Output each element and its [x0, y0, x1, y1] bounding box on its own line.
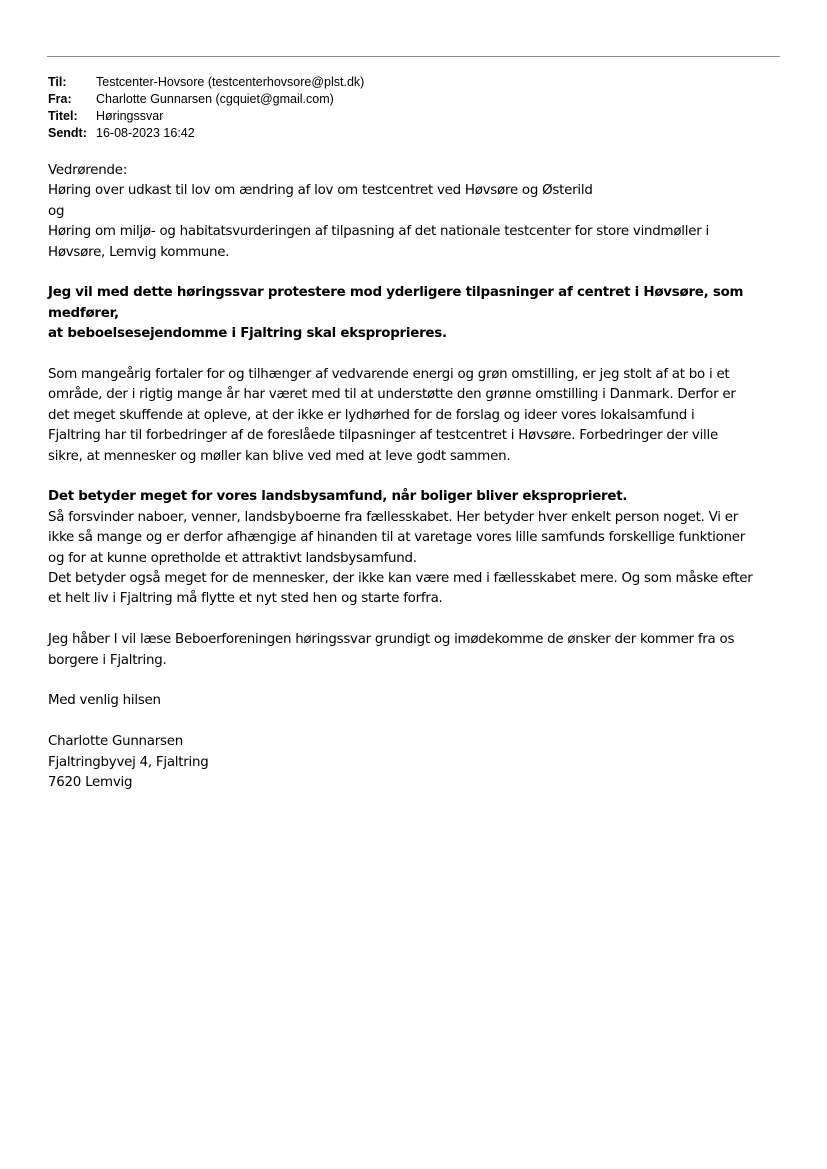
subject-row	[48, 108, 364, 125]
paragraph-community: Så forsvinder naboer, venner, landsbyboerne fra fællesskabet. Her betyder hver enkelt person noget. Vi er ikke så mange og er derfor afhængige af hinanden til at varetage vores lille samfunds forskellige funktioner og for at kunne opretholde et attraktivt landsbysamfund. Det betyder også meget for de mennesker, der ikke kan være med i fællesskabet mere. Og som måske efter et helt liv i Fjaltring må flytte et nyt sted hen og starte forfra.	[48, 509, 753, 607]
spacer	[48, 467, 788, 487]
protest-statement: Jeg vil med dette høringssvar protestere mod yderligere tilpasninger af centret i Høvsøre, som medfører, at beboelsesejendomme i Fjaltring skal eksproprieres.	[48, 285, 744, 342]
sent-row	[48, 125, 364, 142]
spacer	[48, 610, 788, 630]
regarding-block: Vedrørende: Høring over udkast til lov om ændring af lov om testcentret ved Høvsøre og Østerild og Høring om miljø- og habitatsvurderingen af tilpasning af det nationale testcenter for store vindmøller i Høvsøre, Lemvig kommune.	[48, 163, 709, 260]
to-label: Til:	[48, 75, 67, 89]
spacer	[48, 345, 788, 365]
sent-label: Sendt:	[48, 126, 87, 140]
spacer	[48, 671, 788, 691]
paragraph-support: Som mangeårig fortaler for og tilhænger af vedvarende energi og grøn omstilling, er jeg stolt af at bo i et område, der i rigtig mange år har været med til at understøtte den grønne omstilling i Danmark. Derfor er det meget skuffende at opleve, at der ikke er lydhørhed for de forslag og ideer vores lokalsamfund i Fjaltring har til forbedringer af de foreslåede tilpasninger af testcentret i Høvsøre. Forbedringer der ville sikre, at mennesker og møller kan blive ved med at leve godt sammen.	[48, 367, 736, 464]
closing-line: Med venlig hilsen	[48, 693, 161, 709]
to-value: Testcenter-Hovsore (testcenterhovsore@plst.dk)	[96, 75, 365, 89]
subject-value: Høringssvar	[96, 109, 164, 123]
subject-label: Titel:	[48, 109, 78, 123]
from-value: Charlotte Gunnarsen (cgquiet@gmail.com)	[96, 92, 334, 106]
spacer	[48, 263, 788, 283]
importance-heading: Det betyder meget for vores landsbysamfund, når boliger bliver eksproprieret.	[48, 489, 628, 505]
from-row	[48, 91, 364, 108]
spacer	[48, 712, 788, 732]
signature-block: Charlotte Gunnarsen Fjaltringbyvej 4, Fjaltring 7620 Lemvig	[48, 734, 209, 791]
email-body	[48, 161, 788, 794]
sent-value: 16-08-2023 16:42	[96, 126, 195, 140]
to-row	[48, 74, 364, 91]
paragraph-request: Jeg håber I vil læse Beboerforeningen høringssvar grundigt og imødekomme de ønsker der kommer fra os borgere i Fjaltring.	[48, 632, 735, 668]
header-divider	[47, 56, 780, 57]
from-label: Fra:	[48, 92, 72, 106]
email-header	[48, 74, 364, 142]
